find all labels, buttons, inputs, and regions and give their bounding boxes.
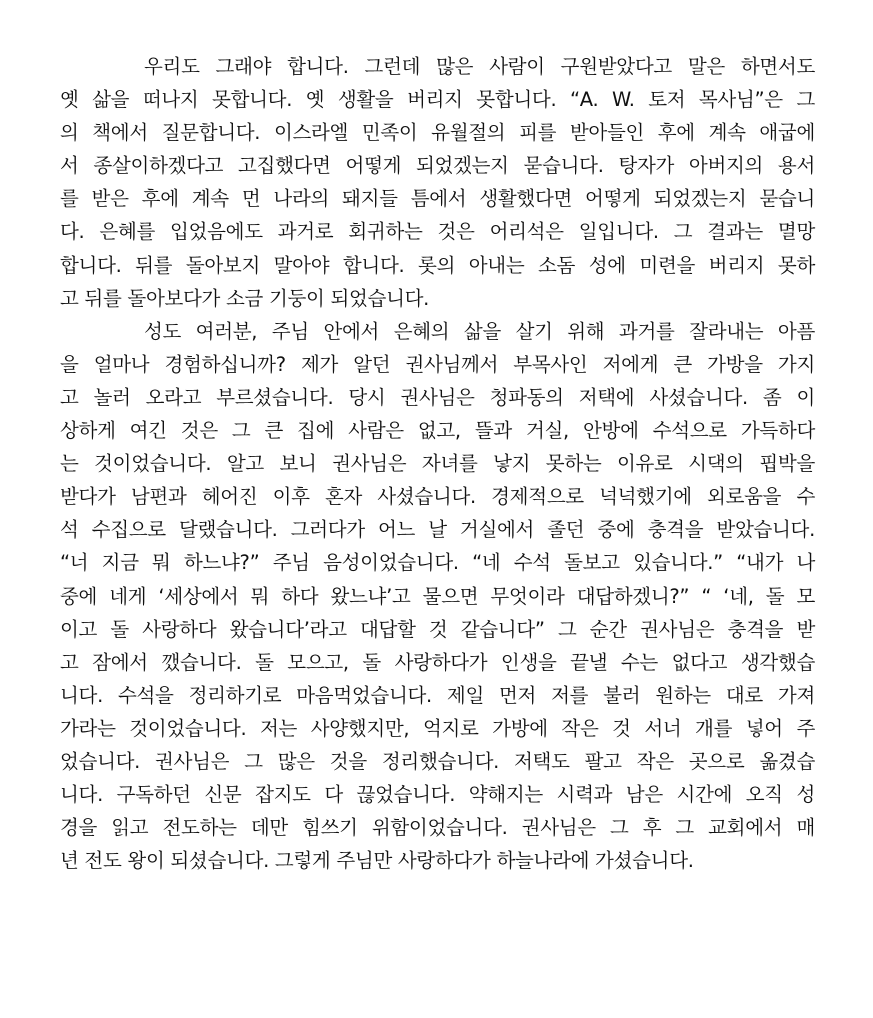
text-line: 고 잠에서 깼습니다. 돌 모으고, 돌 사랑하다가 인생을 끝낼 수는 없다고 생각했습 [60,650,815,674]
text-line: 우리도 그래야 합니다. 그런데 많은 사람이 구원받았다고 말은 하면서도 [144,55,815,78]
paragraph-2 [60,315,815,878]
text-line: 다. 은혜를 입었음에도 과거로 회귀하는 것은 어리석은 일입니다. 그 결과는 멸망 [60,220,815,244]
text-line: 중에 네게 ‘세상에서 뭐 하다 왔느냐’고 물으면 무엇이라 대답하겠니?” “ ‘네, 돌 모 [60,584,815,608]
text-line: 받다가 남편과 헤어진 이후 혼자 사셨습니다. 경제적으로 넉넉했기에 외로움을 수 [60,485,815,509]
text-line: 고 놀러 오라고 부르셨습니다. 당시 권사님은 청파동의 저택에 사셨습니다. 좀 이 [60,385,815,409]
text-line: 성도 여러분, 주님 안에서 은혜의 삶을 살기 위해 과거를 잘라내는 아픔 [144,319,815,343]
text-line: 니다. 구독하던 신문 잡지도 다 끊었습니다. 약해지는 시력과 남은 시간에 오직 성 [60,783,815,807]
text-line: 상하게 여긴 것은 그 큰 집에 사람은 없고, 뜰과 거실, 안방에 수석으로 가득하다 [60,419,815,443]
text-line: 는 것이었습니다. 알고 보니 권사님은 자녀를 낳지 못하는 이유로 시댁의 핍박을 [60,452,815,476]
text-line: 가라는 것이었습니다. 저는 사양했지만, 억지로 가방에 작은 것 서너 개를 넣어 주 [60,716,815,740]
paragraph-1 [60,50,815,315]
text-line: 합니다. 뒤를 돌아보지 말아야 합니다. 롯의 아내는 소돔 성에 미련을 버리지 못하 [60,253,815,277]
text-line: 경을 읽고 전도하는 데만 힘쓰기 위함이었습니다. 권사님은 그 후 그 교회에서 매 [60,816,815,840]
text-line: 고 뒤를 돌아보다가 소금 기둥이 되었습니다. [60,286,430,310]
text-line: 이고 돌 사랑하다 왔습니다’라고 대답할 것 같습니다” 그 순간 권사님은 충격을 받 [60,617,815,641]
text-line: 년 전도 왕이 되셨습니다. 그렇게 주님만 사랑하다가 하늘나라에 가셨습니다. [60,849,694,873]
text-line: 니다. 수석을 정리하기로 마음먹었습니다. 제일 먼저 저를 불러 원하는 대로 가져 [60,683,815,707]
text-line: 었습니다. 권사님은 그 많은 것을 정리했습니다. 저택도 팔고 작은 곳으로 옮겼습 [60,749,815,773]
text-line: 의 책에서 질문합니다. 이스라엘 민족이 유월절의 피를 받아들인 후에 계속 애굽에 [60,121,815,145]
text-line: 석 수집으로 달랬습니다. 그러다가 어느 날 거실에서 졸던 중에 충격을 받았습니다. [60,518,815,542]
text-line: 를 받은 후에 계속 먼 나라의 돼지들 틈에서 생활했다면 어떻게 되었겠는지 묻습니 [60,187,815,211]
text-line: “너 지금 뭐 하느냐?” 주님 음성이었습니다. “네 수석 돌보고 있습니다.” “내가 나 [60,551,815,575]
text-line: 옛 삶을 떠나지 못합니다. 옛 생활을 버리지 못합니다. “A. W. 토저 목사님”은 그 [60,88,815,112]
text-line: 을 얼마나 경험하십니까? 제가 알던 권사님께서 부목사인 저에게 큰 가방을 가지 [60,352,815,376]
text-line: 서 종살이하겠다고 고집했다면 어떻게 되었겠는지 묻습니다. 탕자가 아버지의 용서 [60,154,815,178]
